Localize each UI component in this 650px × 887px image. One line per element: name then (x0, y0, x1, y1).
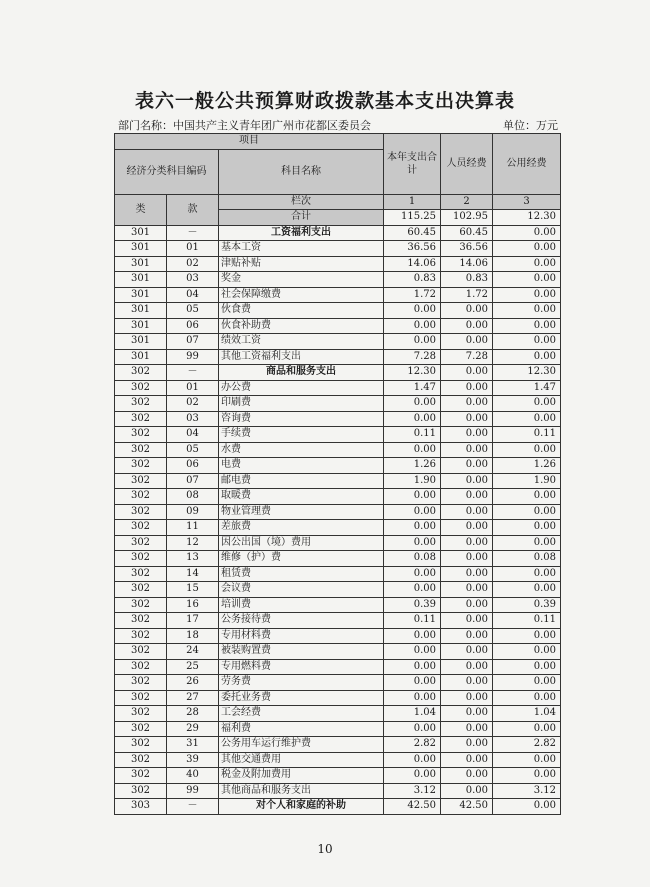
table-row (115, 241, 561, 257)
item-code: 31 (167, 737, 219, 753)
item-name: 津贴补贴 (219, 256, 384, 272)
category-code: 301 (115, 287, 167, 303)
item-name: 专用材料费 (219, 628, 384, 644)
personnel-value: 0.00 (441, 303, 493, 319)
total-value: 42.50 (384, 799, 441, 815)
category-code: 302 (115, 380, 167, 396)
item-code: 13 (167, 551, 219, 567)
table-row (115, 349, 561, 365)
item-code: 06 (167, 458, 219, 474)
personnel-value: 0.00 (441, 752, 493, 768)
public-value: 0.00 (493, 396, 561, 412)
personnel-value: 0.00 (441, 365, 493, 381)
item-name: 差旅费 (219, 520, 384, 536)
item-code: 99 (167, 783, 219, 799)
item-code: 07 (167, 334, 219, 350)
item-name: 水费 (219, 442, 384, 458)
category-code: 302 (115, 768, 167, 784)
category-code: 301 (115, 256, 167, 272)
personnel-value: 7.28 (441, 349, 493, 365)
item-name: 邮电费 (219, 473, 384, 489)
total-value: 14.06 (384, 256, 441, 272)
category-code: 301 (115, 349, 167, 365)
table-row (115, 535, 561, 551)
personnel-value: 0.00 (441, 597, 493, 613)
table-row (115, 334, 561, 350)
public-value: 0.00 (493, 349, 561, 365)
table-row (115, 272, 561, 288)
public-value: 3.12 (493, 783, 561, 799)
item-name: 电费 (219, 458, 384, 474)
public-value: 0.00 (493, 768, 561, 784)
item-name: 因公出国（境）费用 (219, 535, 384, 551)
item-name: 工会经费 (219, 706, 384, 722)
item-name: 劳务费 (219, 675, 384, 691)
public-header: 公用经费 (493, 134, 561, 195)
table-row (115, 411, 561, 427)
personnel-value: 0.83 (441, 272, 493, 288)
total-value: 0.00 (384, 582, 441, 598)
total-value: 0.00 (384, 504, 441, 520)
public-value: 1.26 (493, 458, 561, 474)
total-value: 0.00 (384, 644, 441, 660)
item-code: 05 (167, 303, 219, 319)
total-value: 0.00 (384, 520, 441, 536)
table-row (115, 752, 561, 768)
table-row (115, 520, 561, 536)
total-value: 7.28 (384, 349, 441, 365)
personnel-value: 0.00 (441, 380, 493, 396)
item-code: 06 (167, 318, 219, 334)
public-value: 0.00 (493, 272, 561, 288)
category-code: 302 (115, 690, 167, 706)
item-code: 02 (167, 396, 219, 412)
public-value: 0.00 (493, 582, 561, 598)
public-value: 0.00 (493, 644, 561, 660)
item-name: 商品和服务支出 (219, 365, 384, 381)
item-code: 03 (167, 272, 219, 288)
personnel-value: 0.00 (441, 721, 493, 737)
category-code: 301 (115, 241, 167, 257)
total-value: 1.47 (384, 380, 441, 396)
item-code: 14 (167, 566, 219, 582)
item-name: 福利费 (219, 721, 384, 737)
category-code: 302 (115, 365, 167, 381)
public-value: 0.00 (493, 442, 561, 458)
total-value: 2.82 (384, 737, 441, 753)
personnel-value: 0.00 (441, 318, 493, 334)
category-code: 302 (115, 582, 167, 598)
item-name: 租赁费 (219, 566, 384, 582)
total-value: 12.30 (384, 365, 441, 381)
page-number: 10 (317, 842, 333, 856)
category-code: 302 (115, 520, 167, 536)
category-code: 302 (115, 489, 167, 505)
item-code: 08 (167, 489, 219, 505)
category-code: 302 (115, 566, 167, 582)
personnel-value: 0.00 (441, 427, 493, 443)
personnel-value: 0.00 (441, 458, 493, 474)
total-value: 0.00 (384, 303, 441, 319)
item-code: 24 (167, 644, 219, 660)
item-name: 维修（护）费 (219, 551, 384, 567)
col1-header: 1 (384, 194, 441, 210)
public-value: 2.82 (493, 737, 561, 753)
table-row (115, 287, 561, 303)
public-value: 0.00 (493, 659, 561, 675)
table-row (115, 644, 561, 660)
personnel-value: 0.00 (441, 613, 493, 629)
project-header: 项目 (115, 134, 384, 150)
table-row (115, 458, 561, 474)
total-value: 0.00 (384, 396, 441, 412)
category-code: 302 (115, 551, 167, 567)
personnel-value: 0.00 (441, 411, 493, 427)
item-code: 05 (167, 442, 219, 458)
public-value: 1.04 (493, 706, 561, 722)
code-header: 经济分类科目编码 (115, 149, 219, 194)
public-value: 0.00 (493, 287, 561, 303)
public-value: 0.39 (493, 597, 561, 613)
personnel-value: 0.00 (441, 396, 493, 412)
public-value: 0.00 (493, 411, 561, 427)
personnel-value: 0.00 (441, 520, 493, 536)
total-value: 1.26 (384, 458, 441, 474)
personnel-value: 0.00 (441, 659, 493, 675)
table-row (115, 690, 561, 706)
total-value: 60.45 (384, 225, 441, 241)
item-code: 11 (167, 520, 219, 536)
category-code: 302 (115, 597, 167, 613)
item-name: 印刷费 (219, 396, 384, 412)
category-code: 302 (115, 706, 167, 722)
public-value: 0.00 (493, 675, 561, 691)
item-name: 伙食费 (219, 303, 384, 319)
item-name: 税金及附加费用 (219, 768, 384, 784)
table-row (115, 473, 561, 489)
personnel-value: 0.00 (441, 768, 493, 784)
public-value: 0.00 (493, 225, 561, 241)
public-value: 0.11 (493, 613, 561, 629)
category-code: 301 (115, 225, 167, 241)
item-name: 被装购置费 (219, 644, 384, 660)
category-code: 302 (115, 675, 167, 691)
table-row (115, 365, 561, 381)
name-header: 科目名称 (219, 149, 384, 194)
table-row (115, 737, 561, 753)
personnel-value: 0.00 (441, 690, 493, 706)
personnel-value: 14.06 (441, 256, 493, 272)
personnel-value: 42.50 (441, 799, 493, 815)
category-code: 302 (115, 628, 167, 644)
category-code: 302 (115, 504, 167, 520)
public-value: 0.00 (493, 799, 561, 815)
public-value: 0.00 (493, 752, 561, 768)
item-code: 18 (167, 628, 219, 644)
item-name: 其他商品和服务支出 (219, 783, 384, 799)
item-code: － (167, 799, 219, 815)
item-code: 01 (167, 241, 219, 257)
category-code: 302 (115, 737, 167, 753)
personnel-value: 0.00 (441, 582, 493, 598)
table-row (115, 380, 561, 396)
item-name: 伙食补助费 (219, 318, 384, 334)
category-code: 301 (115, 272, 167, 288)
category-code: 302 (115, 721, 167, 737)
department-label: 部门名称： (118, 119, 173, 132)
sum-public: 12.30 (493, 210, 561, 226)
table-row (115, 551, 561, 567)
item-name: 培训费 (219, 597, 384, 613)
total-value: 1.72 (384, 287, 441, 303)
public-value: 0.00 (493, 303, 561, 319)
table-row (115, 566, 561, 582)
item-code: 04 (167, 287, 219, 303)
item-name: 办公费 (219, 380, 384, 396)
item-code: 26 (167, 675, 219, 691)
item-name: 奖金 (219, 272, 384, 288)
total-value: 0.00 (384, 535, 441, 551)
department-name: 中国共产主义青年团广州市花都区委员会 (173, 119, 371, 132)
item-code: 04 (167, 427, 219, 443)
item-name: 物业管理费 (219, 504, 384, 520)
category-code: 302 (115, 644, 167, 660)
public-value: 0.00 (493, 535, 561, 551)
total-value: 0.39 (384, 597, 441, 613)
total-value: 0.00 (384, 566, 441, 582)
col2-header: 2 (441, 194, 493, 210)
item-name: 咨询费 (219, 411, 384, 427)
personnel-value: 0.00 (441, 675, 493, 691)
item-code: 39 (167, 752, 219, 768)
table-row (115, 442, 561, 458)
total-value: 0.00 (384, 334, 441, 350)
public-value: 0.00 (493, 566, 561, 582)
item-code: 02 (167, 256, 219, 272)
public-value: 12.30 (493, 365, 561, 381)
item-name: 绩效工资 (219, 334, 384, 350)
table-row (115, 225, 561, 241)
total-value: 0.00 (384, 721, 441, 737)
personnel-value: 60.45 (441, 225, 493, 241)
public-value: 0.00 (493, 256, 561, 272)
item-code: 09 (167, 504, 219, 520)
table-row (115, 799, 561, 815)
item-name: 手续费 (219, 427, 384, 443)
category-code: 302 (115, 427, 167, 443)
item-code: 01 (167, 380, 219, 396)
public-value: 0.08 (493, 551, 561, 567)
item-code: 15 (167, 582, 219, 598)
total-value: 0.00 (384, 752, 441, 768)
table-row (115, 318, 561, 334)
total-value: 1.04 (384, 706, 441, 722)
table-row (115, 256, 561, 272)
personnel-value: 0.00 (441, 504, 493, 520)
item-code: 40 (167, 768, 219, 784)
budget-table (114, 133, 561, 815)
sum-total: 115.25 (384, 210, 441, 226)
category-code: 301 (115, 318, 167, 334)
item-name: 会议费 (219, 582, 384, 598)
table-row (115, 597, 561, 613)
public-value: 0.00 (493, 318, 561, 334)
item-name: 其他工资福利支出 (219, 349, 384, 365)
personnel-value: 0.00 (441, 706, 493, 722)
public-value: 0.00 (493, 504, 561, 520)
item-name: 社会保障缴费 (219, 287, 384, 303)
total-value: 0.11 (384, 427, 441, 443)
item-code: 99 (167, 349, 219, 365)
table-row (115, 504, 561, 520)
department-info (118, 117, 371, 133)
category-code: 302 (115, 613, 167, 629)
category-code: 302 (115, 752, 167, 768)
table-row (115, 706, 561, 722)
item-code: － (167, 225, 219, 241)
total-value: 3.12 (384, 783, 441, 799)
total-value: 0.00 (384, 318, 441, 334)
item-code: 12 (167, 535, 219, 551)
total-value: 0.00 (384, 659, 441, 675)
category-code: 302 (115, 473, 167, 489)
personnel-header: 人员经费 (441, 134, 493, 195)
lei-header: 类 (115, 194, 167, 225)
category-code: 301 (115, 303, 167, 319)
sum-label: 合计 (219, 210, 384, 226)
unit-label: 单位：万元 (503, 119, 558, 132)
item-name: 对个人和家庭的补助 (219, 799, 384, 815)
personnel-value: 0.00 (441, 566, 493, 582)
table-row (115, 721, 561, 737)
personnel-value: 1.72 (441, 287, 493, 303)
item-name: 取暖费 (219, 489, 384, 505)
total-header: 本年支出合计 (384, 134, 441, 195)
table-row (115, 628, 561, 644)
item-code: 07 (167, 473, 219, 489)
total-value: 0.00 (384, 690, 441, 706)
table-row (115, 396, 561, 412)
table-row (115, 783, 561, 799)
personnel-value: 0.00 (441, 535, 493, 551)
category-code: 302 (115, 783, 167, 799)
total-value: 1.90 (384, 473, 441, 489)
personnel-value: 0.00 (441, 473, 493, 489)
personnel-value: 0.00 (441, 737, 493, 753)
item-name: 公务用车运行维护费 (219, 737, 384, 753)
personnel-value: 0.00 (441, 628, 493, 644)
item-code: 16 (167, 597, 219, 613)
total-value: 0.00 (384, 628, 441, 644)
item-code: 27 (167, 690, 219, 706)
personnel-value: 0.00 (441, 644, 493, 660)
category-code: 302 (115, 442, 167, 458)
category-code: 302 (115, 411, 167, 427)
total-value: 0.83 (384, 272, 441, 288)
table-row (115, 659, 561, 675)
item-name: 基本工资 (219, 241, 384, 257)
personnel-value: 0.00 (441, 551, 493, 567)
table-row (115, 582, 561, 598)
public-value: 0.00 (493, 334, 561, 350)
item-code: 17 (167, 613, 219, 629)
total-value: 0.00 (384, 675, 441, 691)
category-code: 301 (115, 334, 167, 350)
personnel-value: 36.56 (441, 241, 493, 257)
category-code: 302 (115, 659, 167, 675)
category-code: 302 (115, 458, 167, 474)
table-row (115, 303, 561, 319)
item-code: 29 (167, 721, 219, 737)
personnel-value: 0.00 (441, 783, 493, 799)
page-title: 表六一般公共预算财政拨款基本支出决算表 (134, 90, 515, 112)
sum-personnel: 102.95 (441, 210, 493, 226)
item-code: － (167, 365, 219, 381)
item-name: 其他交通费用 (219, 752, 384, 768)
total-value: 0.00 (384, 768, 441, 784)
public-value: 0.00 (493, 690, 561, 706)
public-value: 0.00 (493, 520, 561, 536)
table-row (115, 489, 561, 505)
total-value: 0.08 (384, 551, 441, 567)
item-code: 25 (167, 659, 219, 675)
table-row (115, 613, 561, 629)
item-name: 专用燃料费 (219, 659, 384, 675)
public-value: 1.90 (493, 473, 561, 489)
item-name: 委托业务费 (219, 690, 384, 706)
table-row (115, 427, 561, 443)
public-value: 0.00 (493, 489, 561, 505)
total-value: 0.11 (384, 613, 441, 629)
kuan-header: 款 (167, 194, 219, 225)
public-value: 1.47 (493, 380, 561, 396)
personnel-value: 0.00 (441, 489, 493, 505)
category-code: 303 (115, 799, 167, 815)
personnel-value: 0.00 (441, 334, 493, 350)
category-code: 302 (115, 535, 167, 551)
item-name: 公务接待费 (219, 613, 384, 629)
item-code: 28 (167, 706, 219, 722)
table-row (115, 675, 561, 691)
total-value: 36.56 (384, 241, 441, 257)
total-value: 0.00 (384, 442, 441, 458)
item-code: 03 (167, 411, 219, 427)
public-value: 0.00 (493, 721, 561, 737)
category-code: 302 (115, 396, 167, 412)
table-row (115, 768, 561, 784)
public-value: 0.00 (493, 628, 561, 644)
public-value: 0.00 (493, 241, 561, 257)
total-value: 0.00 (384, 411, 441, 427)
item-name: 工资福利支出 (219, 225, 384, 241)
total-value: 0.00 (384, 489, 441, 505)
lanci-header: 栏次 (219, 194, 384, 210)
personnel-value: 0.00 (441, 442, 493, 458)
col3-header: 3 (493, 194, 561, 210)
public-value: 0.11 (493, 427, 561, 443)
